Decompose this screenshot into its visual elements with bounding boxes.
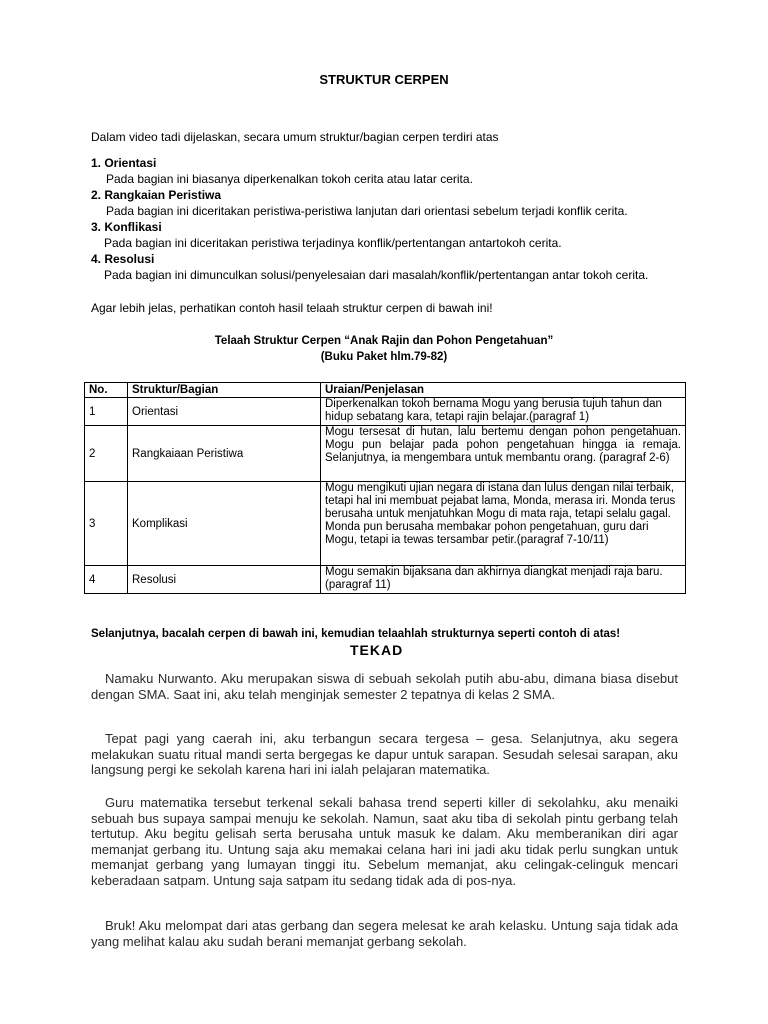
section-body-konflikasi: Pada bagian ini diceritakan peristiwa terjadinya konflik/pertentangan antartokoh cerita. [104, 236, 562, 250]
row-number: 2 [85, 426, 128, 482]
row-number: 1 [85, 398, 128, 426]
column-header-no: No. [85, 383, 128, 398]
table-title: Telaah Struktur Cerpen “Anak Rajin dan Pohon Pengetahuan” [214, 335, 554, 347]
story-title: TEKAD [350, 642, 404, 658]
row-description: Mogu tersesat di hutan, lalu bertemu dengan pohon pengetahuan. Mogu pun belajar pada pohon pengetahuan hingga ia remaja. Selanjutnya, ia mengembara untuk membantu orang. (paragraf 2-6) [321, 426, 686, 482]
story-paragraph: Bruk! Aku melompat dari atas gerbang dan segera melesat ke arah kelasku. Untung saja tidak ada yang melihat kalau aku sudah berani memanjat gerbang sekolah. [91, 918, 678, 949]
column-header-desc: Uraian/Penjelasan [321, 383, 686, 398]
row-part: Komplikasi [128, 482, 321, 566]
structure-table [84, 382, 686, 594]
row-part: Orientasi [128, 398, 321, 426]
structure-sections [91, 155, 701, 283]
story-paragraph: Tepat pagi yang caerah ini, aku terbangun secara tergesa – gesa. Selanjutnya, aku segera melakukan suatu ritual mandi serta bergegas ke dapur untuk sarapan. Sesudah selesai sarapan, aku langsung pergi ke sekolah karena hari ini ialah pelajaran matematika. [91, 731, 678, 777]
row-part: Rangkaiaan Peristiwa [128, 426, 321, 482]
row-number: 4 [85, 566, 128, 594]
column-header-part: Struktur/Bagian [128, 383, 321, 398]
row-number: 3 [85, 482, 128, 566]
intro-text: Dalam video tadi dijelaskan, secara umum struktur/bagian cerpen terdiri atas [91, 130, 499, 144]
row-description: Mogu semakin bijaksana dan akhirnya diangkat menjadi raja baru.(paragraf 11) [321, 566, 686, 594]
table-row [85, 426, 686, 482]
section-body-rangkaian-peristiwa: Pada bagian ini diceritakan peristiwa-peristiwa lanjutan dari orientasi sebelum terjadi konflik cerita. [106, 204, 628, 218]
section-body-orientasi: Pada bagian ini biasanya diperkenalkan tokoh cerita atau latar cerita. [106, 172, 473, 186]
section-heading-konflikasi: 3. Konflikasi [91, 220, 162, 234]
section-body-resolusi: Pada bagian ini dimunculkan solusi/penyelesaian dari masalah/konflik/pertentangan antar tokoh cerita. [104, 268, 649, 282]
section-heading-rangkaian-peristiwa: 2. Rangkaian Peristiwa [91, 188, 222, 202]
table-row [85, 482, 686, 566]
row-description: Diperkenalkan tokoh bernama Mogu yang berusia tujuh tahun dan hidup sebatang kara, tetapi rajin belajar.(paragraf 1) [321, 398, 686, 426]
row-part: Resolusi [128, 566, 321, 594]
section-heading-resolusi: 4. Resolusi [91, 252, 155, 266]
table-title-block [0, 333, 768, 365]
table-header-row [85, 383, 686, 398]
section-heading-orientasi: 1. Orientasi [91, 156, 157, 170]
closing-text: Agar lebih jelas, perhatikan contoh hasil telaah struktur cerpen di bawah ini! [91, 301, 493, 315]
story-paragraph: Namaku Nurwanto. Aku merupakan siswa di sebuah sekolah putih abu-abu, dimana biasa disebut dengan SMA. Saat ini, aku telah menginjak semester 2 tepatnya di kelas 2 SMA. [91, 671, 678, 702]
instruction-text: Selanjutnya, bacalah cerpen di bawah ini, kemudian telaahlah strukturnya seperti contoh di atas! [91, 628, 621, 640]
row-description: Mogu mengikuti ujian negara di istana dan lulus dengan nilai terbaik, tetapi hal ini membuat pejabat lama, Monda, merasa iri. Monda terus berusaha untuk menjatuhkan Mogu di mata raja, tetapi selalu gagal. Monda pun berusaha membakar pohon pengetahuan, guru dari Mogu, tetapi ia tewas tersambar petir.(paragraf 7-10/11) [321, 482, 686, 566]
page-title: STRUKTUR CERPEN [319, 72, 449, 87]
story-paragraph: Guru matematika tersebut terkenal sekali bahasa trend seperti killer di sekolahku, aku menaiki sebuah bus supaya sampai menuju ke sekolah. Namun, saat aku tiba di sekolah pintu gerbang telah tertutup. Aku begitu gelisah serta berusaha untuk masuk ke dalam. Aku memberanikan diri agar memanjat gerbang itu. Untung saja aku memakai celana hari ini jadi aku tidak perlu sungkan untuk memanjat gerbang yang lumayan tinggi itu. Sebelum memanjat, aku celingak-celinguk mencari keberadaan satpam. Untung saja satpam itu sedang tidak ada di pos-nya. [91, 795, 678, 888]
table-subtitle: (Buku Paket hlm.79-82) [320, 351, 448, 363]
table-row [85, 566, 686, 594]
table-row [85, 398, 686, 426]
